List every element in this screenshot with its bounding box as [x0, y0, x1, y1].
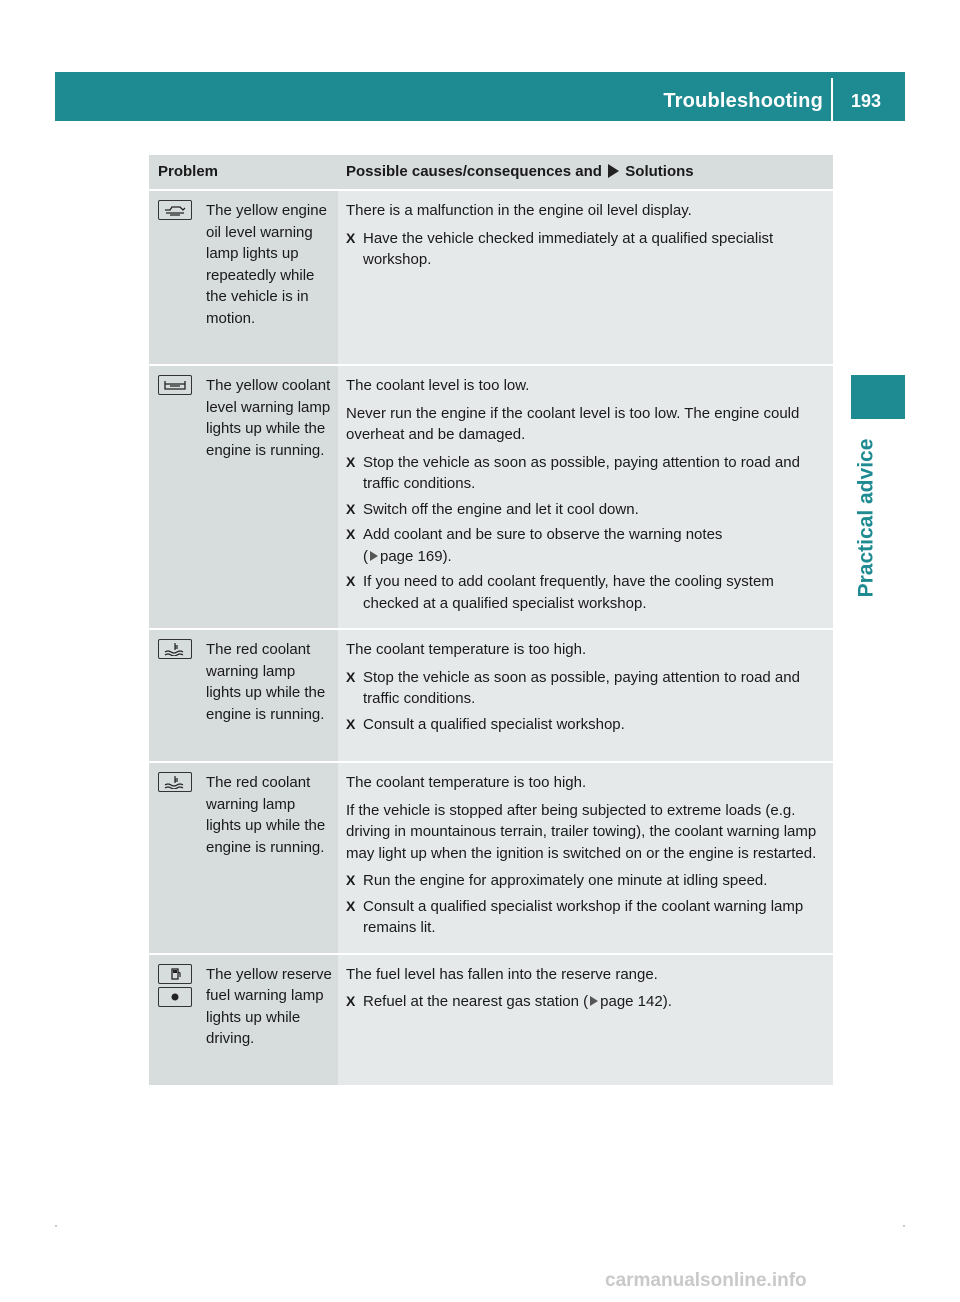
- problem-text: The red coolant warning lamp lights up while the engine is running.: [206, 774, 326, 856]
- step-marker: X: [346, 229, 356, 246]
- fuel-pump-icon: [158, 964, 192, 984]
- coolant-level-icon: [158, 375, 192, 395]
- arrow-right-icon: [608, 164, 619, 178]
- problem-text: The yellow engine oil level warning lamp lights up repeatedly while the vehicle is in motion.: [206, 202, 327, 327]
- step-marker: X: [346, 453, 356, 470]
- section-tab-label: Practical advice: [854, 438, 877, 597]
- column-header-solutions: Possible causes/consequences and Solutions: [338, 155, 833, 191]
- page-reference-link[interactable]: page 142).: [600, 993, 672, 1010]
- solution-step: X Have the vehicle checked immediately at a qualified specialist workshop.: [346, 228, 827, 271]
- page-ref-arrow-icon: [370, 551, 378, 561]
- coolant-temperature-icon: [158, 772, 192, 792]
- header-divider: [831, 78, 833, 121]
- oil-level-icon: [158, 200, 192, 220]
- solution-step: X Switch off the engine and let it cool down.: [346, 499, 827, 521]
- problem-text: The yellow coolant level warning lamp lights up while the engine is running.: [206, 377, 331, 459]
- cause-text: The fuel level has fallen into the reserve range.: [346, 965, 658, 983]
- solution-step: X Run the engine for approximately one minute at idling speed.: [346, 870, 827, 892]
- step-marker: X: [346, 573, 356, 589]
- problem-text: The red coolant warning lamp lights up while the engine is running.: [206, 641, 326, 723]
- page-reference-link[interactable]: page 169).: [380, 547, 452, 565]
- step-marker: X: [346, 897, 356, 914]
- cause-text: The coolant level is too low.: [346, 377, 530, 394]
- step-marker: X: [346, 526, 356, 542]
- step-marker: X: [346, 993, 356, 1009]
- solution-step: X Add coolant and be sure to observe the warning notes ( page 169).: [346, 524, 827, 567]
- header-bar: [55, 72, 905, 121]
- step-marker: X: [346, 715, 356, 732]
- cause-text: The coolant temperature is too high.: [346, 774, 587, 791]
- cause-text: The coolant temperature is too high.: [346, 641, 587, 658]
- table-header-row: [149, 155, 833, 191]
- table-row: [149, 630, 833, 763]
- section-tab: [841, 425, 891, 610]
- cause-text: Never run the engine if the coolant level is too low. The engine could overheat and be damaged.: [346, 404, 800, 443]
- solution-step: X Refuel at the nearest gas station ( page 142).: [346, 991, 827, 1013]
- crop-mark: [903, 1225, 905, 1227]
- step-marker: X: [346, 668, 356, 685]
- watermark-text: carmanualsonline.info: [605, 1270, 807, 1291]
- coolant-temperature-icon: [158, 639, 192, 659]
- solution-step: X Stop the vehicle as soon as possible, paying attention to road and traffic conditions.: [346, 452, 827, 495]
- step-marker: X: [346, 872, 356, 888]
- table-row: [149, 191, 833, 366]
- column-header-problem: Problem: [149, 155, 338, 191]
- solution-step: X Consult a qualified specialist workshop if the coolant warning lamp remains lit.: [346, 896, 827, 939]
- cause-text: If the vehicle is stopped after being subjected to extreme loads (e.g. driving in mountainous terrain, trailer towing), the coolant warning lamp may light up when the ignition is switched on or the engine is restarted.: [346, 801, 817, 862]
- page-number: 193: [850, 91, 881, 111]
- dot-indicator-icon: [158, 987, 192, 1007]
- table-row: [149, 955, 833, 1087]
- page-ref-arrow-icon: [590, 996, 598, 1006]
- table-row: [149, 763, 833, 955]
- step-marker: X: [346, 500, 356, 517]
- solution-step: X Consult a qualified specialist workshop.: [346, 714, 827, 736]
- solution-step: X If you need to add coolant frequently, have the cooling system checked at a qualified specialist workshop.: [346, 571, 827, 614]
- problem-text: The yellow reserve fuel warning lamp lights up while driving.: [206, 965, 332, 1047]
- troubleshooting-table: [149, 155, 833, 1087]
- page-title: Troubleshooting: [663, 90, 823, 112]
- cause-text: There is a malfunction in the engine oil level display.: [346, 202, 692, 219]
- crop-mark: [55, 1225, 57, 1227]
- table-row: [149, 366, 833, 630]
- section-marker: [851, 375, 905, 419]
- solution-step: X Stop the vehicle as soon as possible, paying attention to road and traffic conditions.: [346, 667, 827, 710]
